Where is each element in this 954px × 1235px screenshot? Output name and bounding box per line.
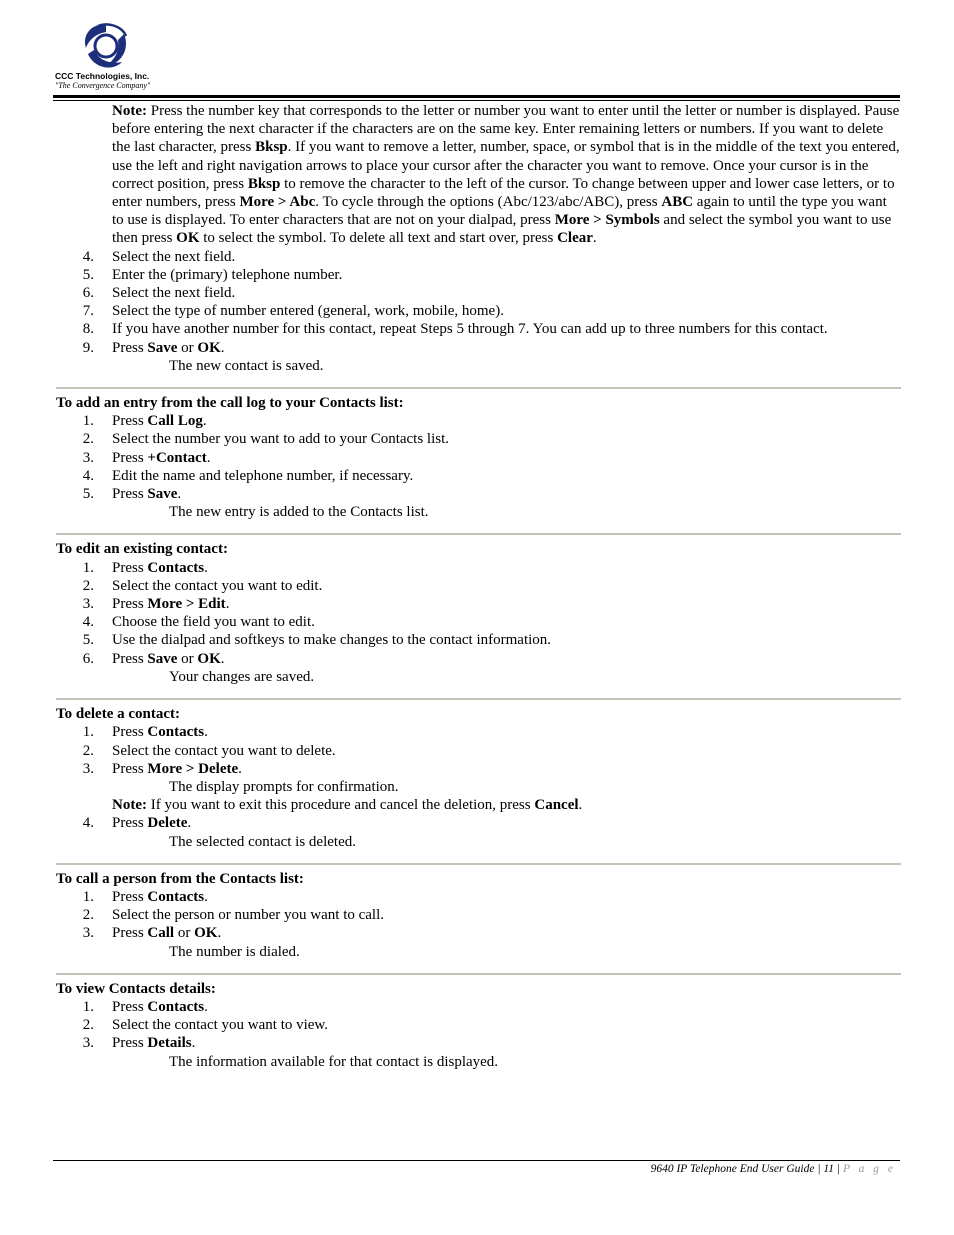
bold-term: Contacts: [147, 724, 205, 741]
step-number: 1.: [82, 724, 94, 741]
text-run: Press: [112, 925, 148, 942]
text-run: . To cycle through the options (Abc/123/abc/ABC), press: [315, 194, 662, 211]
step-text: [112, 650, 901, 668]
list-item: [56, 248, 901, 266]
step-text: [112, 339, 901, 357]
step-text: [112, 559, 901, 577]
text-run: Press the number key that corresponds to the letter or number you want to enter until the letter or number is displayed. Pause before entering the next character if the characters are on the same key. Enter remaining letters or numbers. If you want to delete the last character, press: [112, 103, 900, 156]
text-run: .: [202, 413, 207, 430]
footer-separator: |: [817, 1163, 821, 1175]
company-logo: [52, 18, 172, 98]
bold-term: Note:: [112, 797, 147, 814]
bold-term: Clear: [557, 230, 593, 247]
text-run: Use the dialpad and softkeys to make changes to the contact information.: [112, 632, 552, 649]
text-run: again to until the type you want to use is displayed. To enter characters that are not on your dialpad, press: [112, 194, 887, 229]
text-run: Press: [112, 888, 148, 905]
text-run: Press: [112, 413, 148, 430]
step-text: [112, 906, 901, 924]
bold-term: OK: [194, 925, 218, 942]
bold-term: Call Log: [147, 413, 203, 430]
step-number: 6.: [82, 650, 94, 667]
text-run: .: [204, 559, 208, 576]
list-item: [56, 467, 901, 485]
text-run: Select the contact you want to delete.: [112, 742, 336, 759]
company-tagline: "The Convergence Company": [55, 81, 151, 90]
step-number: 4.: [82, 248, 94, 265]
list-item: [56, 613, 901, 631]
step-result: The number is dialed.: [169, 943, 300, 960]
step-text: [112, 595, 901, 613]
list-item: [56, 814, 901, 832]
text-run: .: [206, 449, 211, 466]
text-run: .: [217, 925, 222, 942]
text-run: Select the number you want to add to your Contacts list.: [112, 431, 450, 448]
step-result: The new entry is added to the Contacts list.: [169, 504, 429, 521]
step-text: [112, 449, 901, 467]
step-number: 1.: [82, 998, 94, 1015]
text-run: .: [220, 339, 225, 356]
text-run: Press: [112, 724, 148, 741]
bold-term: Contacts: [147, 888, 205, 905]
text-run: to select the symbol. To delete all text and start over, press: [199, 230, 558, 247]
list-item: [56, 888, 901, 906]
text-run: Select the contact you want to edit.: [112, 577, 323, 594]
intro-note: [56, 102, 901, 248]
text-run: Select the contact you want to view.: [112, 1017, 329, 1034]
header-rule: [53, 95, 900, 98]
text-run: .: [592, 230, 597, 247]
text-run: Press: [112, 559, 148, 576]
step-result: The selected contact is deleted.: [169, 833, 356, 850]
list-item: [56, 924, 901, 942]
sections: [56, 387, 901, 1071]
bold-term: Details: [147, 1035, 192, 1052]
bold-term: OK: [176, 230, 200, 247]
step-number: 3.: [82, 449, 94, 466]
section-heading: To add an entry from the call log to your Contacts list:: [56, 395, 404, 412]
text-run: or: [177, 339, 198, 356]
text-run: Press: [112, 486, 148, 503]
bold-term: More > Abc: [239, 194, 316, 211]
step-text: [112, 430, 901, 448]
step-number: 2.: [82, 907, 94, 924]
section-divider: [56, 973, 901, 975]
page-footer: [651, 1163, 896, 1175]
list-item: [56, 723, 901, 741]
text-run: If you want to exit this procedure and cancel the deletion, press: [146, 797, 535, 814]
text-run: Press: [112, 760, 148, 777]
list-item: [56, 1034, 901, 1052]
header-rule-thin: [53, 100, 900, 101]
bold-term: Delete: [147, 815, 188, 832]
list-item: [56, 631, 901, 649]
list-item: [56, 412, 901, 430]
text-run: Choose the field you want to edit.: [112, 614, 315, 631]
step-number: 5.: [82, 632, 94, 649]
step-number: 5.: [82, 266, 94, 283]
text-run: to remove the character to the left of the cursor. To change between upper and lower case letters, or to enter numbers, press: [112, 175, 895, 211]
step-text: [112, 320, 901, 338]
text-run: .: [204, 724, 208, 741]
list-item: [56, 1016, 901, 1034]
list-item: [56, 320, 901, 338]
bold-term: OK: [197, 650, 221, 667]
step-text: [112, 924, 901, 942]
step-number: 2.: [82, 1017, 94, 1034]
footer-separator-2: |: [836, 1163, 841, 1175]
list-item: [56, 650, 901, 668]
section-divider: [56, 387, 901, 389]
bold-term: More > Edit: [147, 596, 226, 613]
bold-term: OK: [197, 339, 221, 356]
list-item: [56, 485, 901, 503]
section-divider: [56, 863, 901, 865]
step-text: [112, 266, 901, 284]
step-number: 3.: [82, 596, 94, 613]
step-number: 3.: [82, 925, 94, 942]
step-text: [112, 284, 901, 302]
step-result: The display prompts for confirmation.: [169, 778, 399, 795]
section-divider: [56, 698, 901, 700]
text-run: If you have another number for this contact, repeat Steps 5 through 7. You can add up to three numbers for this contact.: [112, 321, 828, 338]
note-label: Note:: [112, 103, 147, 119]
step-number: 4.: [82, 815, 94, 832]
text-run: Enter the (primary) telephone number.: [112, 266, 343, 283]
bold-term: Call: [147, 925, 175, 942]
text-run: .: [204, 888, 208, 905]
step-number: 9.: [82, 339, 94, 356]
footer-page-word: P a g e: [842, 1163, 896, 1175]
text-run: .: [578, 797, 583, 814]
section-heading: To edit an existing contact:: [56, 541, 228, 558]
step-result: Your changes are saved.: [169, 668, 315, 685]
text-run: Press: [112, 998, 148, 1015]
step-number: 3.: [82, 1035, 94, 1052]
step-text: [112, 1016, 901, 1034]
bold-term: +Contact: [147, 449, 207, 466]
step-text: [112, 631, 901, 649]
text-run: .: [220, 650, 225, 667]
continued-step-list: [56, 248, 901, 357]
step-result: The information available for that contact is displayed.: [169, 1053, 499, 1070]
step-text: [112, 248, 901, 266]
document-body: [56, 102, 901, 1071]
text-run: Press: [112, 339, 148, 356]
step-text: [112, 742, 901, 760]
list-item: [56, 595, 901, 613]
ccc-swirl-logo-icon: [78, 20, 134, 72]
bold-term: Save: [147, 486, 178, 503]
text-run: or: [174, 925, 195, 942]
text-run: .: [187, 815, 192, 832]
text-run: Press: [112, 449, 148, 466]
footer-rule: [53, 1160, 900, 1161]
list-item: [56, 430, 901, 448]
list-item: [56, 284, 901, 302]
bold-term: Save: [147, 650, 178, 667]
step-number: 2.: [82, 742, 94, 759]
step-number: 1.: [82, 559, 94, 576]
list-item: [56, 760, 901, 778]
step-number: 5.: [82, 486, 94, 503]
list-item: [56, 339, 901, 357]
text-run: Press: [112, 650, 148, 667]
list-item: [56, 998, 901, 1016]
step-text: [112, 760, 901, 778]
text-run: Press: [112, 1035, 148, 1052]
text-run: .: [177, 486, 182, 503]
step-number: 1.: [82, 413, 94, 430]
text-run: Press: [112, 815, 148, 832]
list-item: [56, 449, 901, 467]
text-run: .: [204, 998, 208, 1015]
text-run: Select the next field.: [112, 285, 236, 302]
step-number: 7.: [82, 303, 94, 320]
step-text: [112, 888, 901, 906]
step-number: 4.: [82, 467, 94, 484]
list-item: [56, 577, 901, 595]
step-result: The new contact is saved.: [169, 357, 324, 374]
list-item: [56, 266, 901, 284]
list-item: [56, 742, 901, 760]
step-text: [112, 723, 901, 741]
list-item: [56, 559, 901, 577]
text-run: .: [238, 760, 242, 777]
bold-term: Contacts: [147, 998, 205, 1015]
text-run: .: [225, 596, 230, 613]
footer-page-number: 11: [823, 1163, 835, 1175]
bold-term: Save: [147, 339, 178, 356]
text-run: Select the type of number entered (general, work, mobile, home).: [112, 303, 504, 320]
text-run: Select the person or number you want to call.: [112, 907, 385, 924]
text-run: .: [191, 1035, 196, 1052]
bold-term: Contacts: [147, 559, 205, 576]
bold-term: Bksp: [255, 139, 288, 156]
text-run: Edit the name and telephone number, if necessary.: [112, 467, 414, 484]
step-number: 2.: [82, 577, 94, 594]
step-text: [112, 814, 901, 832]
step-number: 2.: [82, 431, 94, 448]
list-item: [56, 302, 901, 320]
step-number: 1.: [82, 888, 94, 905]
footer-doc-title: 9640 IP Telephone End User Guide: [650, 1163, 815, 1175]
bold-term: Cancel: [534, 797, 579, 814]
section-heading: To call a person from the Contacts list:: [56, 870, 304, 887]
bold-term: ABC: [661, 194, 694, 211]
section-heading: To delete a contact:: [56, 706, 180, 723]
step-text: [112, 485, 901, 503]
step-text: [112, 998, 901, 1016]
step-text: [112, 613, 901, 631]
step-text: [112, 412, 901, 430]
section-divider: [56, 533, 901, 535]
step-number: 3.: [82, 760, 94, 777]
section-heading: To view Contacts details:: [56, 980, 216, 997]
text-run: . If you want to remove a letter, number, space, or symbol that is in the middle of the text you entered, use the left and right navigation arrows to place your cursor after the character you want to remove. Once your cursor is in the correct position, press: [112, 139, 900, 192]
step-text: [112, 467, 901, 485]
step-text: [112, 1034, 901, 1052]
step-number: 6.: [82, 285, 94, 302]
text-run: and select the symbol you want to use then press: [112, 212, 892, 247]
inline-note: [56, 796, 901, 814]
text-run: Press: [112, 596, 148, 613]
bold-term: More > Delete: [147, 760, 239, 777]
step-text: [112, 302, 901, 320]
step-number: 8.: [82, 321, 94, 338]
text-run: Select the next field.: [112, 248, 236, 265]
list-item: [56, 906, 901, 924]
step-text: [112, 577, 901, 595]
bold-term: Bksp: [247, 175, 281, 192]
step-number: 4.: [82, 614, 94, 631]
company-name: CCC Technologies, Inc.: [55, 71, 150, 81]
bold-term: More > Symbols: [554, 212, 660, 229]
text-run: or: [177, 650, 198, 667]
